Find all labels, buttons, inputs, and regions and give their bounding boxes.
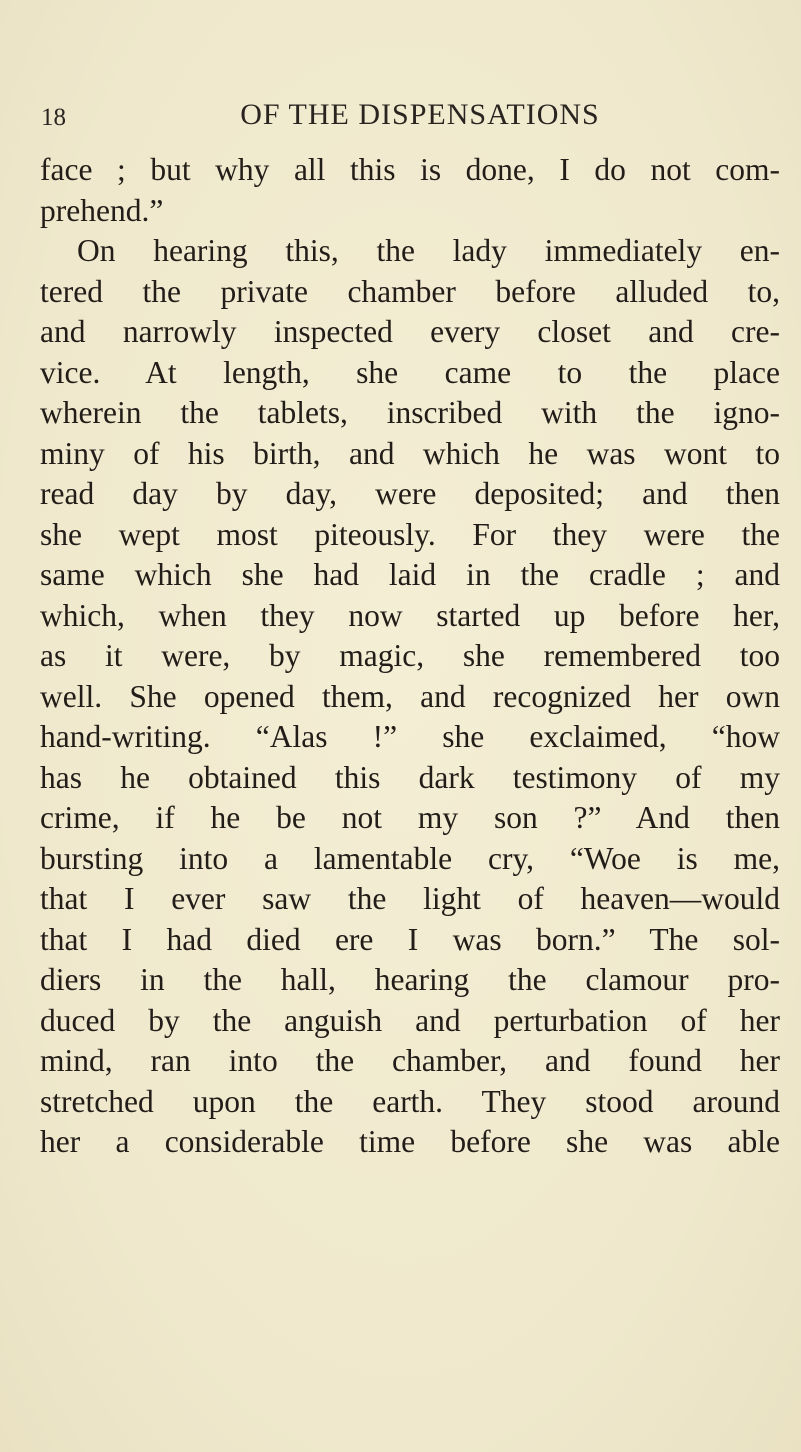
text-line: her a considerable time before she was able [40,1124,780,1159]
text-line: which, when they now started up before her, [40,597,780,633]
page-header [40,98,760,138]
body-text [40,150,780,1163]
text-line: and narrowly inspected every closet and cre- [40,314,780,349]
text-line: wherein the tablets, inscribed with the igno- [40,395,780,430]
text-line: mind, ran into the chamber, and found her [40,1043,780,1078]
text-line: duced by the anguish and perturbation of her [40,1002,780,1038]
text-line: read day by day, were deposited; and then [40,476,780,511]
text-line: miny of his birth, and which he was wont to [40,435,780,471]
text-line: as it were, by magic, she remembered too [40,638,780,673]
text-line: she wept most piteously. For they were the [40,516,780,552]
text-line: stretched upon the earth. They stood around [40,1083,780,1119]
text-line: On hearing this, the lady immediately en- [77,233,780,268]
text-line: face ; but why all this is done, I do not com- [40,152,780,187]
text-line: diers in the hall, hearing the clamour pro- [40,962,780,997]
text-line: well. She opened them, and recognized her own [40,678,780,714]
text-line: that I had died ere I was born.” The sol- [40,921,780,957]
text-line: tered the private chamber before alluded to, [40,273,780,309]
text-line: crime, if he be not my son ?” And then [40,800,780,835]
running-head: OF THE DISPENSATIONS [240,98,600,131]
text-line: hand-writing. “Alas !” she exclaimed, “how [40,719,780,754]
text-line: prehend.” [40,192,164,228]
text-line: that I ever saw the light of heaven—would [40,881,780,916]
text-line: vice. At length, she came to the place [40,354,780,390]
text-line: same which she had laid in the cradle ; and [40,557,780,592]
page-number: 18 [41,104,66,131]
text-line: has he obtained this dark testimony of my [40,759,780,795]
text-line: bursting into a lamentable cry, “Woe is me, [40,840,780,876]
